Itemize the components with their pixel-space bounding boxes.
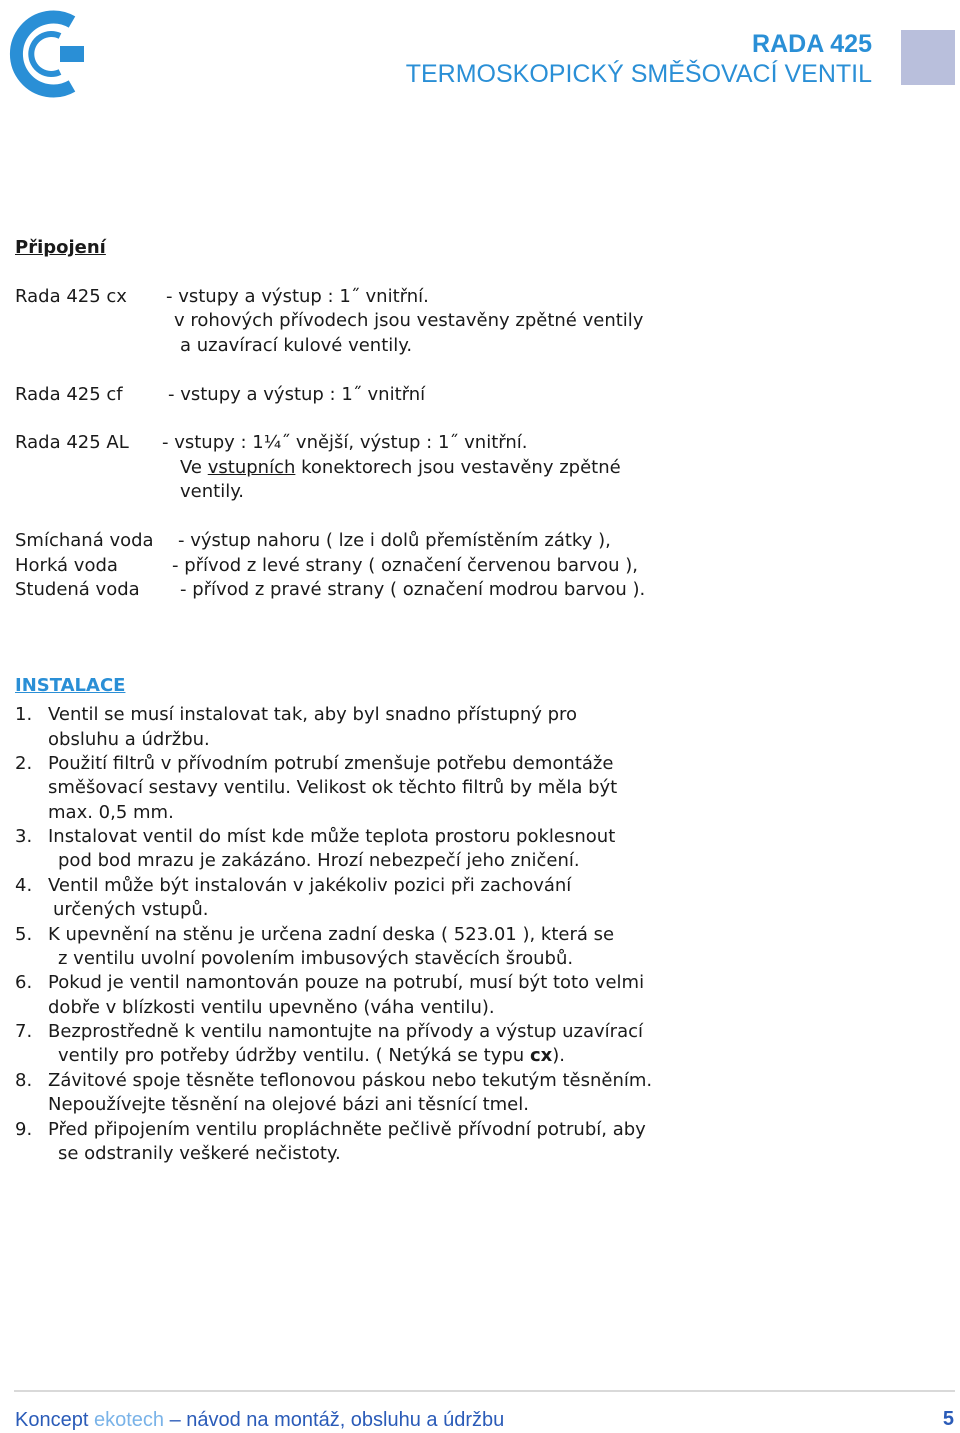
item-line: Nepoužívejte těsnění na olejové bázi ani těsnící tmel.: [48, 1094, 529, 1115]
item-line: Bezprostředně k ventilu namontujte na přívody a výstup uzavírací: [48, 1021, 644, 1042]
footer-divider: [14, 1390, 955, 1392]
variant-line-prefix: Ve: [180, 457, 202, 478]
water-text: - přívod z pravé strany ( označení modrou barvou ).: [180, 579, 646, 600]
variant-label: Rada 425 cx: [15, 286, 127, 307]
item-line: obsluhu a údržbu.: [48, 729, 210, 750]
variant-label: Rada 425 cf: [15, 384, 123, 405]
item-line: Pokud je ventil namontován pouze na potrubí, musí být toto velmi: [48, 972, 645, 993]
item-number: 2.: [15, 753, 33, 774]
footer-brand-part2: ekotech: [93, 1409, 165, 1431]
series-title: RADA 425: [752, 30, 872, 58]
item-line: Použití filtrů v přívodním potrubí zmenšuje potřebu demontáže: [48, 753, 614, 774]
installation-heading: INSTALACE: [15, 675, 126, 696]
item-number: 3.: [15, 826, 33, 847]
item-line-prefix: ventily pro potřeby údržby ventilu. ( Netýká se typu: [58, 1045, 525, 1066]
item-line: pod bod mrazu je zakázáno. Hrozí nebezpečí jeho zničení.: [58, 850, 580, 871]
item-line: Závitové spoje těsněte teflonovou páskou nebo tekutým těsněním.: [48, 1070, 653, 1091]
item-line: Instalovat ventil do míst kde může teplota prostoru poklesnout: [48, 826, 616, 847]
item-line: z ventilu uvolní povolením imbusových stavěcích šroubů.: [58, 948, 574, 969]
corner-decoration: [901, 30, 955, 85]
variant-line: ventily.: [180, 481, 245, 502]
water-text: - výstup nahoru ( lze i dolů přemístěním zátky ),: [178, 530, 611, 551]
item-line: max. 0,5 mm.: [48, 802, 174, 823]
item-number: 9.: [15, 1119, 33, 1140]
water-label: Studená voda: [15, 579, 140, 600]
item-line: se odstranily veškeré nečistoty.: [58, 1143, 341, 1164]
item-line-suffix: ).: [552, 1045, 565, 1066]
product-title: TERMOSKOPICKÝ SMĚŠOVACÍ VENTIL: [405, 60, 872, 88]
item-line: Ventil se musí instalovat tak, aby byl snadno přístupný pro: [48, 704, 578, 725]
item-line-bold: cx: [529, 1045, 553, 1066]
item-number: 7.: [15, 1021, 33, 1042]
item-line: [58, 1046, 565, 1067]
footer-subtitle: – návod na montáž, obsluhu a údržbu: [169, 1409, 505, 1431]
variant-line: [180, 458, 621, 479]
variant-line-suffix: konektorech jsou vestavěny zpětné: [301, 457, 621, 478]
company-logo-icon: [2, 4, 88, 104]
variant-line-underlined: vstupních: [207, 457, 296, 478]
item-line: Před připojením ventilu propláchněte pečlivě přívodní potrubí, aby: [48, 1119, 646, 1140]
water-label: Horká voda: [15, 555, 118, 576]
variant-line: - vstupy a výstup : 1˝ vnitřní.: [166, 286, 429, 307]
item-line: směšovací sestavy ventilu. Velikost ok těchto filtrů by měla být: [48, 777, 618, 798]
variant-line: a uzavírací kulové ventily.: [180, 335, 413, 356]
item-line: K upevnění na stěnu je určena zadní deska ( 523.01 ), která se: [48, 924, 615, 945]
connection-heading: Připojení: [15, 237, 106, 258]
item-line: určených vstupů.: [53, 899, 209, 920]
item-line: dobře v blízkosti ventilu upevněno (váha ventilu).: [48, 997, 495, 1018]
item-line: Ventil může být instalován v jakékoliv pozici při zachování: [48, 875, 572, 896]
item-number: 6.: [15, 972, 33, 993]
item-number: 4.: [15, 875, 33, 896]
variant-label: Rada 425 AL: [15, 432, 129, 453]
page-number: 5: [942, 1408, 954, 1430]
item-number: 5.: [15, 924, 33, 945]
variant-line: - vstupy a výstup : 1˝ vnitřní: [168, 384, 426, 405]
item-number: 1.: [15, 704, 33, 725]
water-text: - přívod z levé strany ( označení červenou barvou ),: [172, 555, 638, 576]
water-label: Smíchaná voda: [15, 530, 154, 551]
variant-line: v rohových přívodech jsou vestavěny zpětné ventily: [174, 310, 644, 331]
footer-brand-part1: Koncept: [15, 1409, 89, 1431]
item-number: 8.: [15, 1070, 33, 1091]
footer-text: [15, 1409, 504, 1432]
variant-line: - vstupy : 1¼˝ vnější, výstup : 1˝ vnitřní.: [162, 432, 528, 453]
